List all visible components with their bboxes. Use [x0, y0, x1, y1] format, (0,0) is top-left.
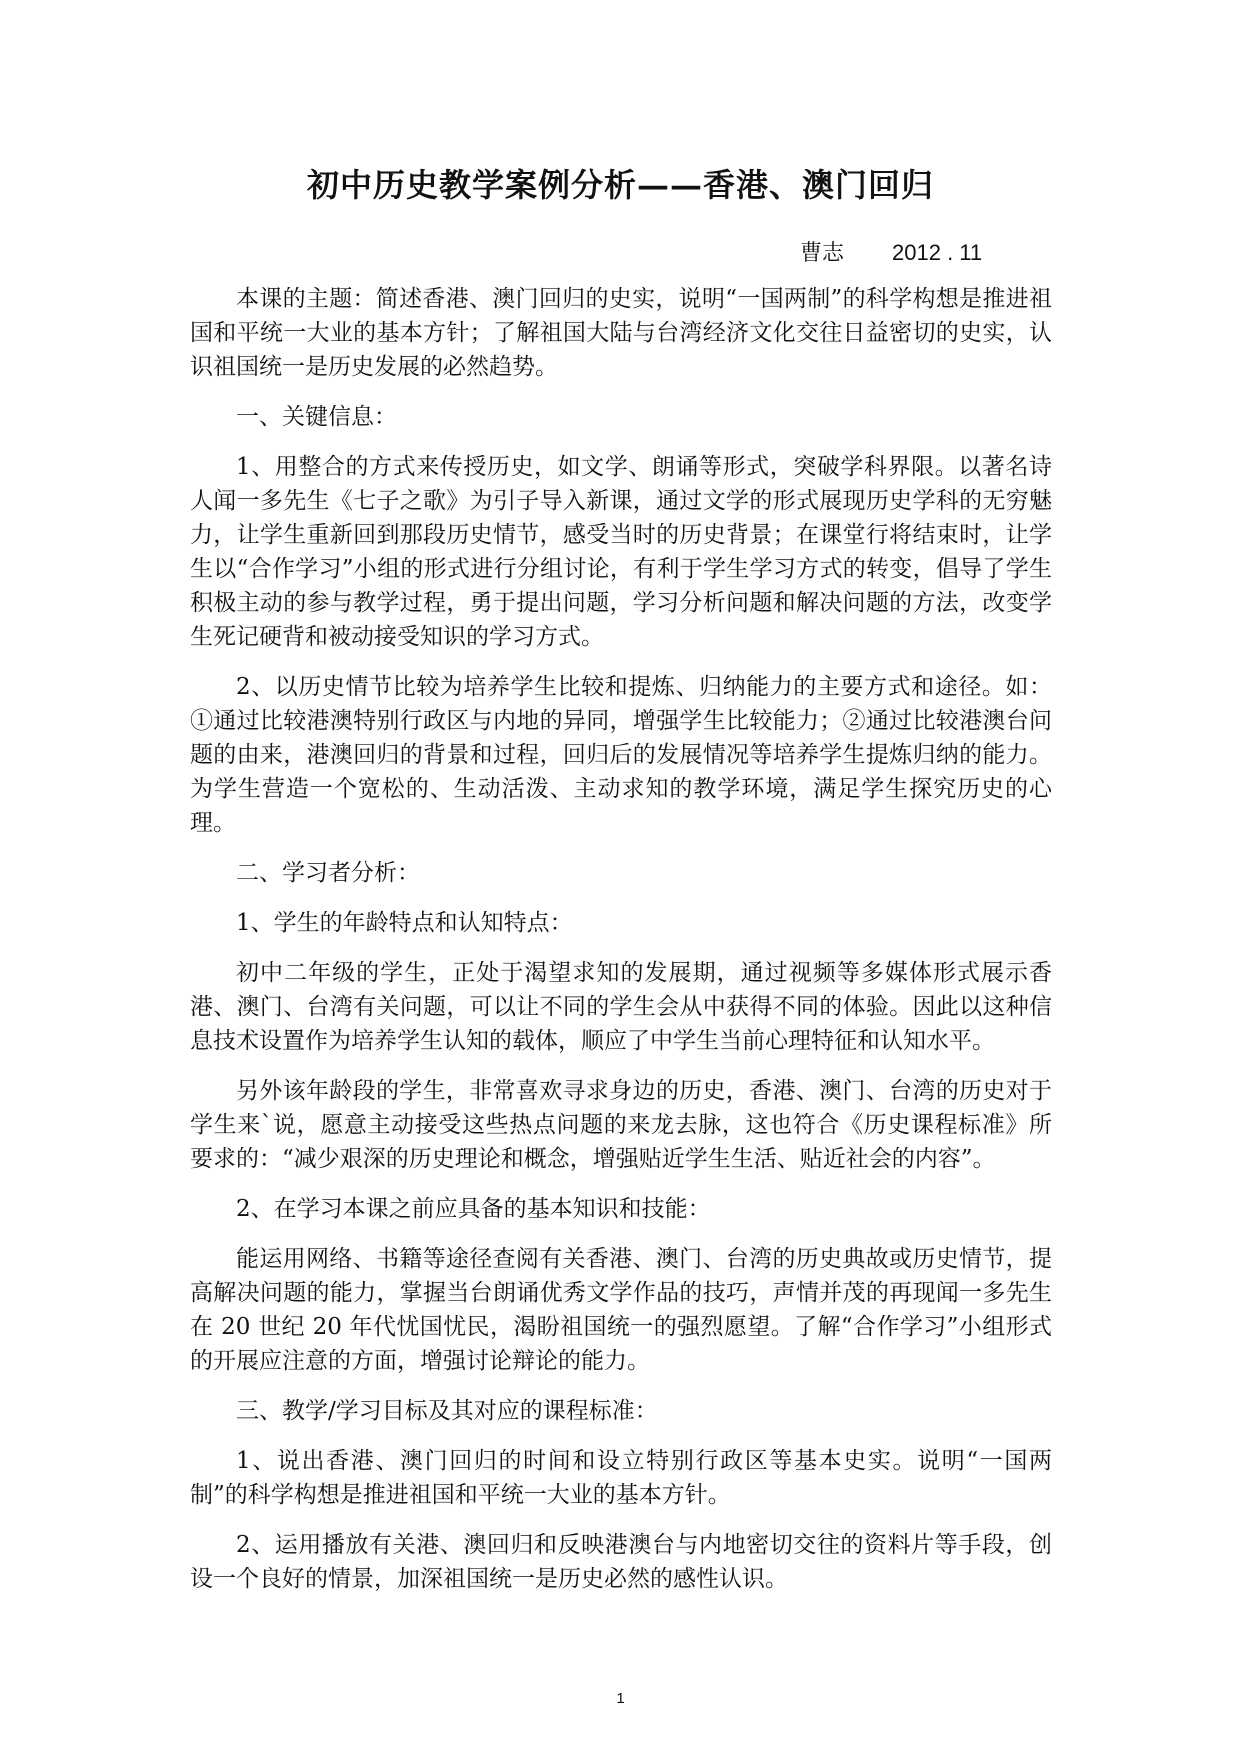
document-body — [190, 282, 1052, 1612]
author-name: 曹志 — [800, 241, 845, 266]
paragraph-prior-knowledge: 能运用网络、书籍等途径查阅有关香港、澳门、台湾的历史典故或历史情节，提高解决问题的能力，掌握当台朗诵优秀文学作品的技巧，声情并茂的再现闻一多先生在 20 世纪 20 年代忧国忧民，渴盼祖国统一的强烈愿望。了解“合作学习”小组形式的开展应注意的方面，增强讨论辩论的能力。 — [190, 1246, 1052, 1374]
subheading-age-cognition: 1、学生的年龄特点和认知特点： — [236, 910, 573, 936]
paragraph-key-info-1: 1、用整合的方式来传授历史，如文学、朗诵等形式，突破学科界限。以著名诗人闻一多先生《七子之歌》为引子导入新课，通过文学的形式展现历史学科的无穷魅力，让学生重新回到那段历史情节，感受当时的历史背景；在课堂行将结束时，让学生以“合作学习”小组的形式进行分组讨论，有利于学生学习方式的转变，倡导了学生积极主动的参与教学过程，勇于提出问题，学习分析问题和解决问题的方法，改变学生死记硬背和被动接受知识的学习方式。 — [190, 454, 1052, 650]
section-heading-objectives: 三、教学/学习目标及其对应的课程标准： — [236, 1398, 658, 1424]
paragraph-objective-2: 2、运用播放有关港、澳回归和反映港澳台与内地密切交往的资料片等手段，创设一个良好的情景，加深祖国统一是历史必然的感性认识。 — [190, 1532, 1052, 1592]
intro-paragraph: 本课的主题：简述香港、澳门回归的史实，说明“一国两制”的科学构想是推进祖国和平统一大业的基本方针；了解祖国大陆与台湾经济文化交往日益密切的史实，认识祖国统一是历史发展的必然趋势。 — [190, 286, 1052, 380]
byline — [800, 236, 982, 267]
section-heading-key-info: 一、关键信息： — [236, 404, 397, 430]
paragraph-key-info-2: 2、以历史情节比较为培养学生比较和提炼、归纳能力的主要方式和途径。如：①通过比较港澳特别行政区与内地的异同，增强学生比较能力；②通过比较港澳台问题的由来，港澳回归的背景和过程，回归后的发展情况等培养学生提炼归纳的能力。为学生营造一个宽松的、生动活泼、主动求知的教学环境，满足学生探究历史的心理。 — [190, 674, 1052, 836]
subheading-prior-knowledge: 2、在学习本课之前应具备的基本知识和技能： — [236, 1196, 711, 1222]
document-title: 初中历史教学案例分析——香港、澳门回归 — [306, 166, 934, 204]
paragraph-age-cognition-1: 初中二年级的学生，正处于渴望求知的发展期，通过视频等多媒体形式展示香港、澳门、台湾有关问题，可以让不同的学生会从中获得不同的体验。因此以这种信息技术设置作为培养学生认知的载体，顺应了中学生当前心理特征和认知水平。 — [190, 960, 1052, 1054]
section-heading-learner-analysis: 二、学习者分析： — [236, 860, 420, 886]
document-date: 2012 . 11 — [892, 240, 983, 265]
page-number: 1 — [616, 1690, 625, 1707]
paragraph-age-cognition-2: 另外该年龄段的学生，非常喜欢寻求身边的历史，香港、澳门、台湾的历史对于学生来`说，愿意主动接受这些热点问题的来龙去脉，这也符合《历史课程标准》所要求的：“减少艰深的历史理论和概念，增强贴近学生生活、贴近社会的内容”。 — [190, 1078, 1052, 1172]
paragraph-objective-1: 1、说出香港、澳门回归的时间和设立特别行政区等基本史实。说明“一国两制”的科学构想是推进祖国和平统一大业的基本方针。 — [190, 1448, 1052, 1508]
